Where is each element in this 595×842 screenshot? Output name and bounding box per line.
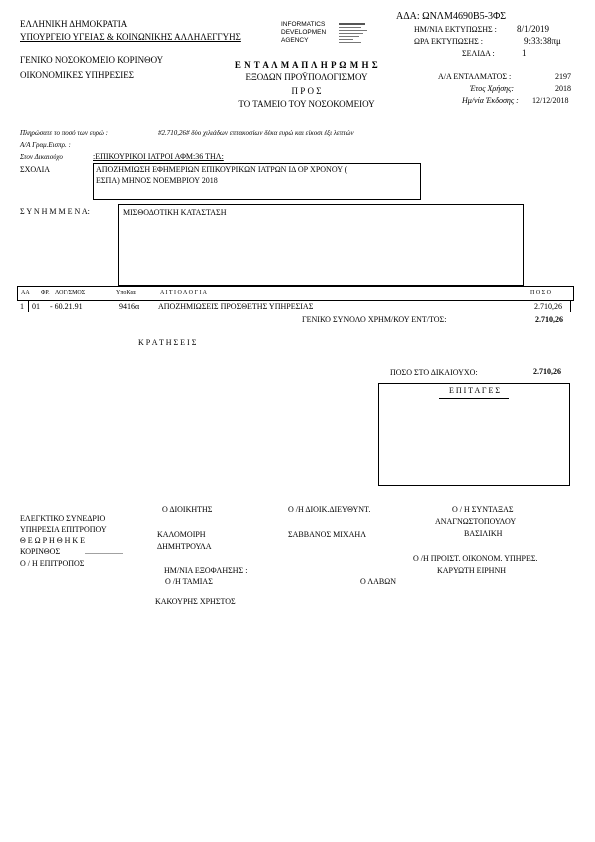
- republic-title: ΕΛΛΗΝΙΚΗ ΔΗΜΟΚΡΑΤΙΑ: [20, 19, 128, 29]
- table-header: [17, 286, 574, 301]
- writer-title: Ο / Η ΣΥΝΤΑΞΑΣ: [452, 505, 514, 514]
- logo-fine-print-graphic: [339, 22, 369, 52]
- total-value: 2.710,26: [535, 315, 563, 324]
- audit-line-4: ΚΟΡΙΝΘΟΣ: [20, 547, 61, 556]
- attached-box: [118, 204, 524, 286]
- logo-line-1: INFORMATICS: [281, 21, 326, 28]
- net-label: ΠΟΣΟ ΣΤΟ ΔΙΚΑΙΟΥΧΟ:: [390, 368, 478, 377]
- page-number: 1: [522, 48, 527, 58]
- beneficiary-name: :ΕΠΙΚΟΥΡΙΚΟΙ ΙΑΤΡΟΙ ΑΦΜ:36 ΤΗΛ:: [93, 152, 224, 161]
- director-title: Ο ΔΙΟΙΚΗΤΗΣ: [162, 505, 213, 514]
- row-amount: 2.710,26: [534, 302, 562, 311]
- comments-label: ΣΧΟΛΙΑ: [20, 165, 51, 174]
- row-reason: ΑΠΟΖΗΜΙΩΣΕΙΣ ΠΡΟΣΘΕΤΗΣ ΥΠΗΡΕΣΙΑΣ: [158, 302, 314, 311]
- print-date: 8/1/2019: [517, 24, 550, 34]
- fiscal-year-label: Έτος Χρήσης:: [470, 84, 515, 93]
- services-name: ΟΙΚΟΝΟΜΙΚΕΣ ΥΠΗΡΕΣΙΕΣ: [20, 70, 134, 80]
- issue-date: 12/12/2018: [532, 96, 569, 105]
- amount-in-words: #2.710,26# δύο χιλιάδων επτακοσίων δέκα ευρώ και είκοσι έξι λεπτών: [158, 129, 354, 137]
- receipt-reg-label: Α/Α Γραμ.Εισπρ. :: [20, 141, 71, 149]
- receiver-title: Ο ΛΑΒΩΝ: [360, 577, 396, 586]
- admin-title: Ο /Η ΔΙΟΙΚ.ΔΙΕΥΘΥΝΤ.: [288, 505, 371, 514]
- row-aa: 1: [20, 302, 24, 311]
- print-time-label: ΩΡΑ ΕΚΤΥΠΩΣΗΣ :: [414, 37, 484, 46]
- hospital-name: ΓΕΝΙΚΟ ΝΟΣΟΚΟΜΕΙΟ ΚΟΡΙΝΘΟΥ: [20, 55, 164, 65]
- fin-head-name: ΚΑΡΥΩΤΗ ΕΙΡΗΝΗ: [437, 566, 507, 575]
- col-reason: Α Ι Τ Ι Ο Λ Ο Γ Ι Α: [160, 290, 207, 296]
- writer-name-1: ΑΝΑΓΝΩΣΤΟΠΟΥΛΟΥ: [435, 517, 517, 526]
- comments-line-2: ΕΣΠΑ) ΜΗΝΟΣ ΝΟΕΜΒΡΙΟΥ 2018: [96, 176, 218, 185]
- row-divider-right: [570, 300, 571, 312]
- attached-label: Σ Υ Ν Η Μ Μ Ε Ν Α:: [20, 207, 90, 216]
- comments-box: [93, 163, 421, 200]
- audit-line-5: Ο / Η ΕΠΙΤΡΟΠΟΣ: [20, 559, 85, 568]
- net-value: 2.710,26: [533, 367, 561, 376]
- audit-dots: ...................: [85, 547, 123, 556]
- col-fr: ΦΡ.: [41, 290, 50, 296]
- audit-line-1: ΕΛΕΓΚΤΙΚΟ ΣΥΝΕΔΡΙΟ: [20, 514, 106, 523]
- order-no: 2197: [555, 72, 571, 81]
- doc-to: Π Ρ Ο Σ: [291, 86, 322, 96]
- issue-date-label: Ημ/νία Έκδοσης :: [462, 96, 519, 105]
- row-code: 9416α: [119, 302, 140, 311]
- doc-subtitle: ΕΞΟΔΩΝ ΠΡΟΫΠΟΛΟΓΙΣΜΟΥ: [245, 72, 368, 82]
- doc-recipient: ΤΟ ΤΑΜΕΙΟ ΤΟΥ ΝΟΣΟΚΟΜΕΙΟΥ: [238, 99, 375, 109]
- attached-text: ΜΙΣΘΟΔΟΤΙΚΗ ΚΑΤΑΣΤΑΣΗ: [123, 208, 227, 217]
- cashier-title: Ο /Η ΤΑΜΙΑΣ: [165, 577, 213, 586]
- page-label: ΣΕΛΙΔΑ :: [462, 49, 495, 58]
- writer-name-2: ΒΑΣΙΛΙΚΗ: [464, 529, 503, 538]
- row-divider: [28, 300, 29, 312]
- comments-line-1: ΑΠΟΖΗΜΙΩΣΗ ΕΦΗΜΕΡΙΩΝ ΕΠΙΚΟΥΡΙΚΩΝ ΙΑΤΡΩΝ ΙΔ ΟΡ ΧΡΟΝΟΥ (: [96, 165, 348, 174]
- fin-head-title: Ο /Η ΠΡΟΙΣΤ. ΟΙΚΟΝΟΜ. ΥΠΗΡΕΣ.: [413, 554, 538, 563]
- deductions-label: Κ Ρ Α Τ Η Σ Ε Ι Σ: [138, 338, 197, 347]
- checks-label: Ε Π Ι Τ Α Γ Ε Σ: [449, 386, 500, 395]
- ada-code: ΑΔΑ: ΩΝΛΜ4690Β5-3ΦΣ: [396, 11, 507, 22]
- row-fr: 01: [32, 302, 40, 311]
- row-account: - 60.21.91: [50, 302, 83, 311]
- pay-label: Πληρώσατε το ποσό των ευρώ :: [20, 129, 109, 137]
- col-amount: Π Ο Σ Ο: [530, 290, 551, 296]
- cashier-name: ΚΑΚΟΥΡΗΣ ΧΡΗΣΤΟΣ: [155, 597, 236, 606]
- audit-line-3: Θ Ε Ω Ρ Η Θ Η Κ Ε: [20, 536, 86, 545]
- director-name-1: ΚΑΛΟΜΟΙΡΗ: [157, 530, 206, 539]
- order-no-label: Α/Α ΕΝΤΑΛΜΑΤΟΣ :: [438, 72, 512, 81]
- print-time: 9:33:38πμ: [524, 36, 561, 46]
- logo-line-2: DEVELOPMEN: [281, 29, 327, 36]
- director-name-2: ΔΗΜΗΤΡΟΥΛΑ: [157, 542, 212, 551]
- col-aa: ΑΑ: [21, 290, 30, 296]
- admin-name: ΣΑΒΒΑΝΟΣ ΜΙΧΑΗΛ: [288, 530, 367, 539]
- col-account: ΛΟΓ/ΣΜΟΣ: [55, 290, 86, 296]
- ministry-title: ΥΠΟΥΡΓΕΙΟ ΥΓΕΙΑΣ & ΚΟΙΝΩΝΙΚΗΣ ΑΛΛΗΛΕΓΓΥΗΣ: [20, 32, 241, 42]
- col-code: ΥποΚαε: [116, 290, 137, 296]
- pay-date-label: ΗΜ/ΝΙΑ ΕΞΟΦΛΗΣΗΣ :: [164, 566, 248, 575]
- beneficiary-label: Στον Δικαιούχο: [20, 153, 63, 161]
- total-label: ΓΕΝΙΚΟ ΣΥΝΟΛΟ ΧΡΗΜ/ΚΟΥ ΕΝΤ/ΤΟΣ:: [302, 315, 447, 324]
- fiscal-year: 2018: [555, 84, 571, 93]
- checks-underline: [439, 398, 509, 399]
- checks-box: [378, 383, 570, 486]
- logo-line-3: AGENCY: [281, 37, 309, 44]
- doc-title: Ε Ν Τ Α Λ Μ Α Π Λ Η Ρ Ω Μ Η Σ: [234, 60, 379, 70]
- print-date-label: ΗΜ/ΝΙΑ ΕΚΤΥΠΩΣΗΣ :: [414, 25, 497, 34]
- agency-logo: [281, 22, 371, 52]
- audit-line-2: ΥΠΗΡΕΣΙΑ ΕΠΙΤΡΟΠΟΥ: [20, 525, 107, 534]
